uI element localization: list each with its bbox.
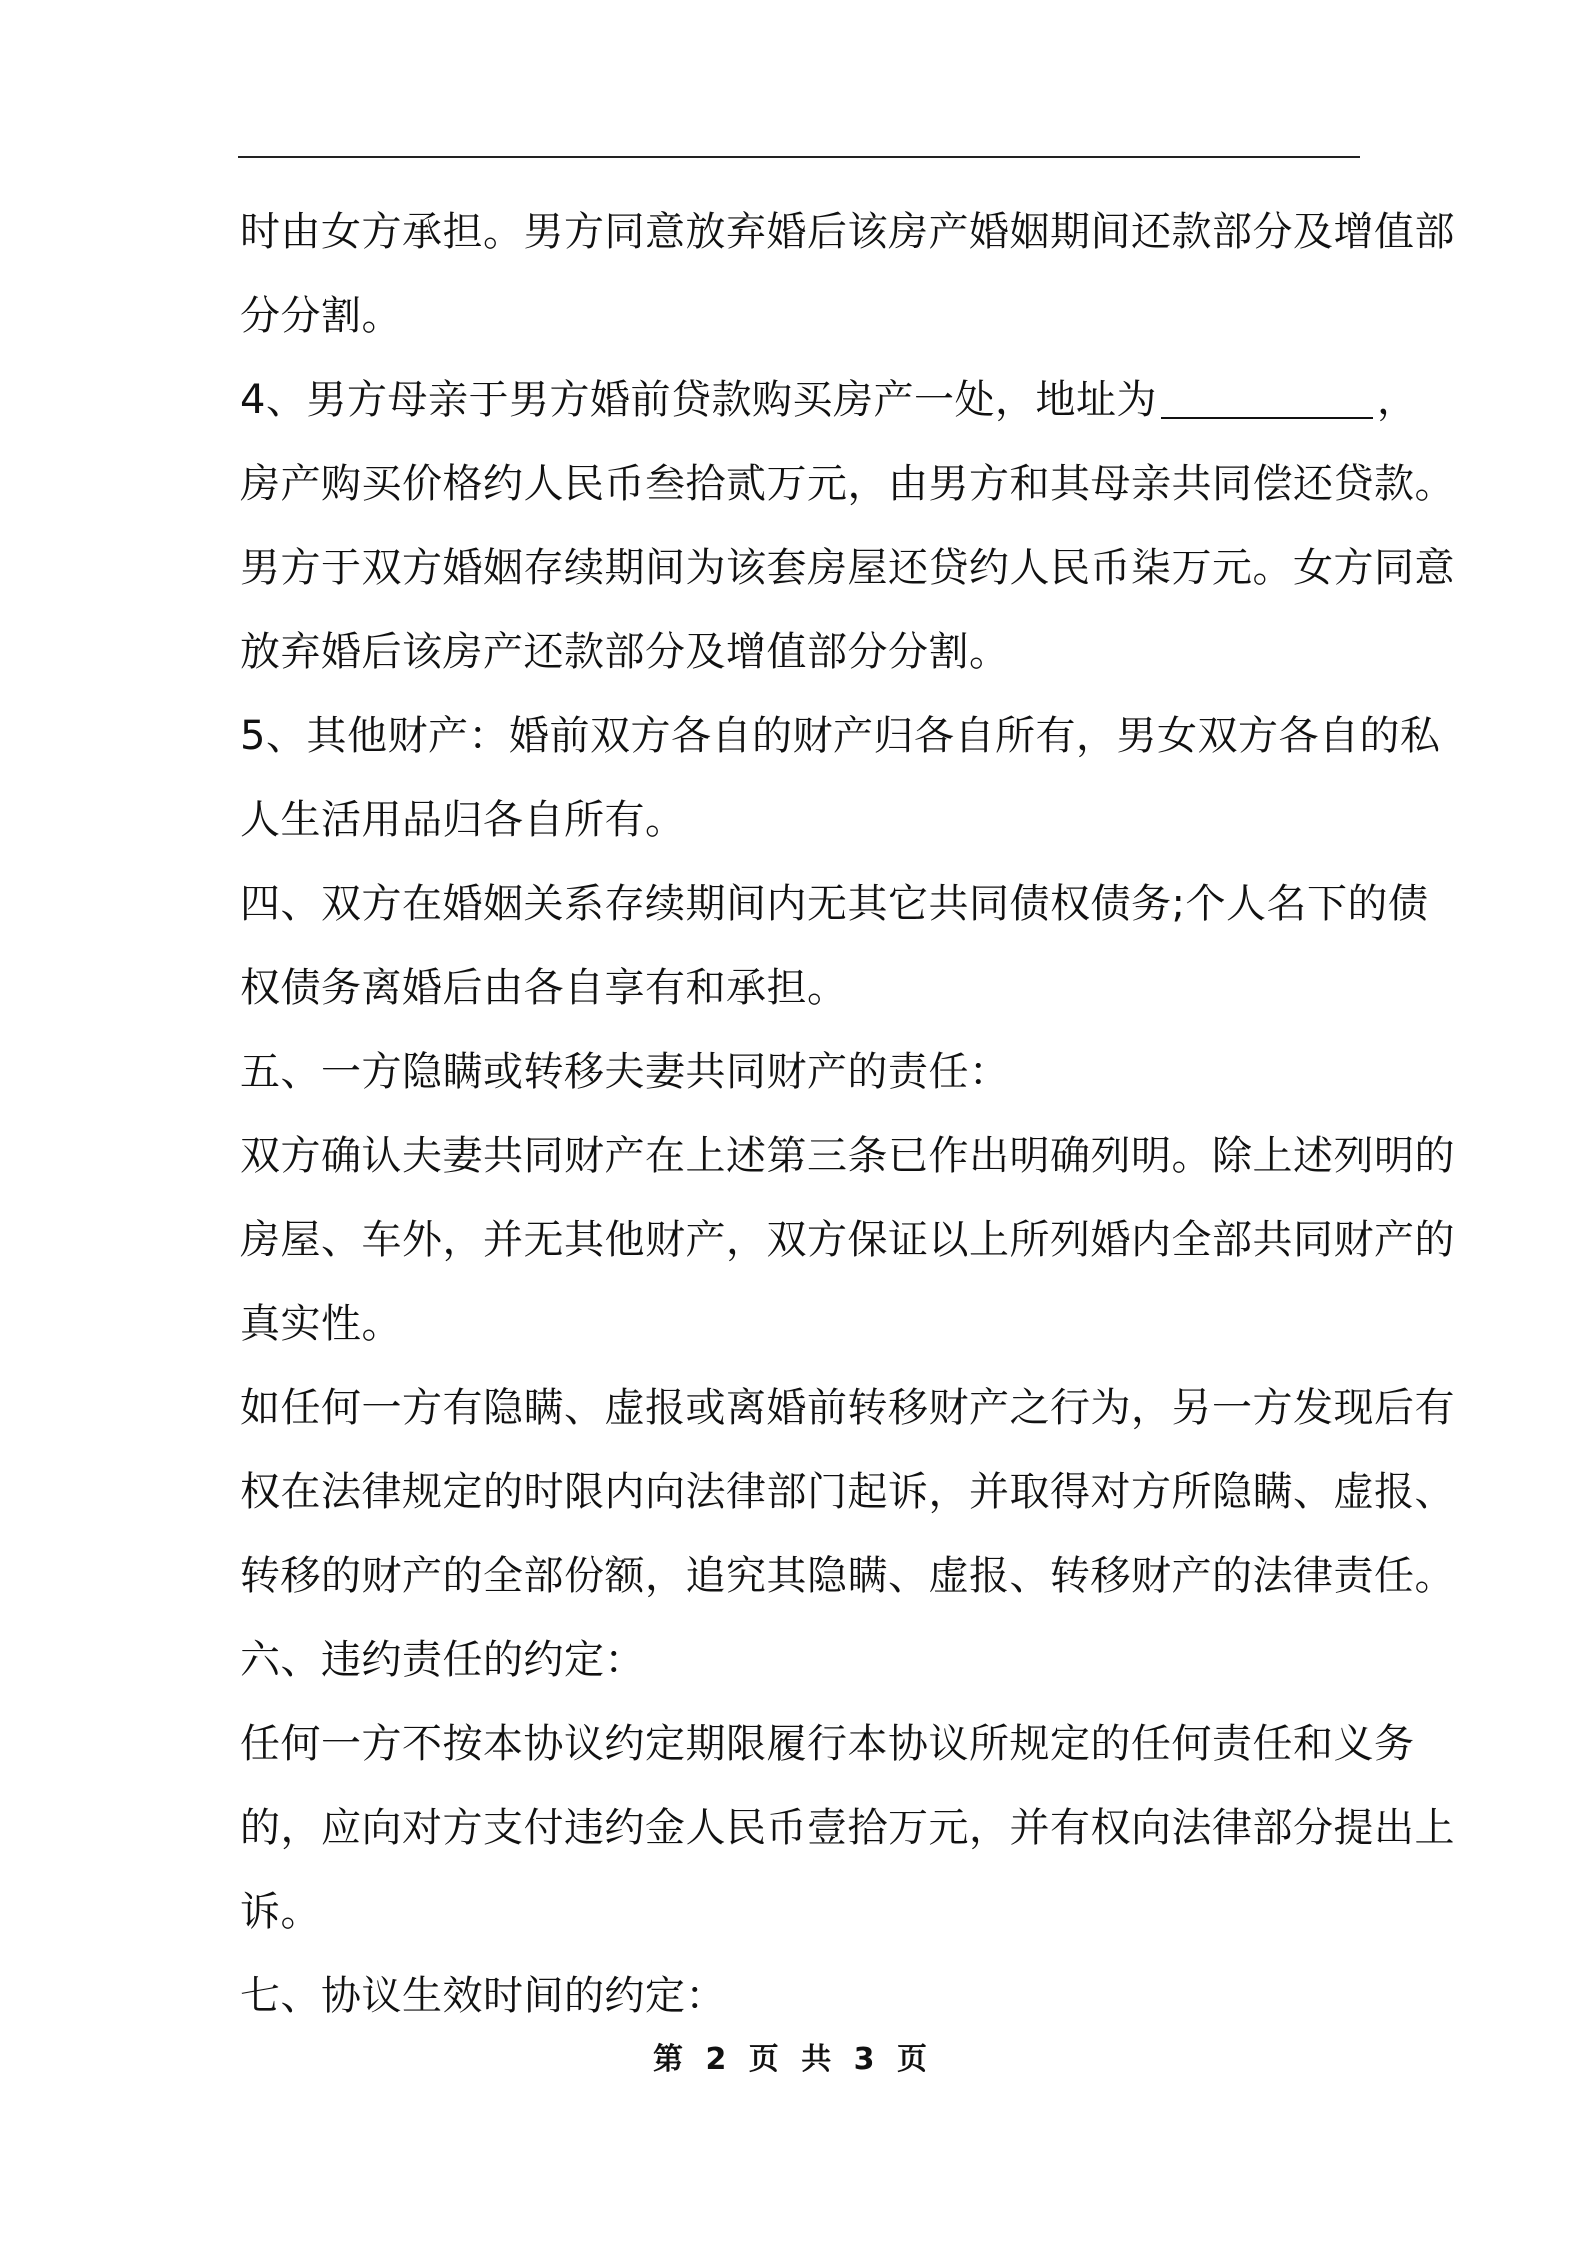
text-line-address xyxy=(240,358,1418,442)
text-line: 真实性。 xyxy=(240,1301,402,1347)
text-line: 如任何一方有隐瞒、虚报或离婚前转移财产之行为，另一方发现后有 xyxy=(240,1385,1455,1431)
text-line: 权债务离婚后由各自享有和承担。 xyxy=(240,965,848,1011)
text-line: 5、其他财产：婚前双方各自的财产归各自所有，男女双方各自的私 xyxy=(240,713,1441,759)
text-line: 任何一方不按本协议约定期限履行本协议所规定的任何责任和义务 xyxy=(240,1721,1415,1767)
text-line: 四、双方在婚姻关系存续期间内无其它共同债权债务;个人名下的债 xyxy=(240,881,1429,927)
text-line: 诉。 xyxy=(240,1889,321,1935)
text-line: 双方确认夫妻共同财产在上述第三条已作出明确列明。除上述列明的 xyxy=(240,1133,1455,1179)
section-heading: 六、违约责任的约定： xyxy=(240,1637,645,1683)
text-line: 房屋、车外，并无其他财产，双方保证以上所列婚内全部共同财产的 xyxy=(240,1217,1455,1263)
text-line: 人生活用品归各自所有。 xyxy=(240,797,686,843)
text-segment: 4、男方母亲于男方婚前贷款购买房产一处，地址为 xyxy=(240,377,1157,423)
document-body xyxy=(240,190,1455,2038)
text-line: 的，应向对方支付违约金人民币壹拾万元，并有权向法律部分提出上 xyxy=(240,1805,1455,1851)
text-segment: ， xyxy=(1376,377,1418,423)
text-line: 转移的财产的全部份额，追究其隐瞒、虚报、转移财产的法律责任。 xyxy=(240,1553,1455,1599)
text-line: 房产购买价格约人民币叁拾贰万元，由男方和其母亲共同偿还贷款。 xyxy=(240,461,1455,507)
page-number-footer: 第 2 页 共 3 页 xyxy=(653,2042,933,2077)
section-heading: 五、一方隐瞒或转移夫妻共同财产的责任： xyxy=(240,1049,1010,1095)
text-line: 时由女方承担。男方同意放弃婚后该房产婚姻期间还款部分及增值部 xyxy=(240,209,1455,255)
header-rule xyxy=(238,156,1360,158)
text-line: 分分割。 xyxy=(240,293,402,339)
text-line: 权在法律规定的时限内向法律部门起诉，并取得对方所隐瞒、虚报、 xyxy=(240,1469,1455,1515)
section-heading: 七、协议生效时间的约定： xyxy=(240,1973,726,2019)
address-blank xyxy=(1161,377,1373,419)
text-line: 男方于双方婚姻存续期间为该套房屋还贷约人民币柒万元。女方同意 xyxy=(240,545,1455,591)
text-line: 放弃婚后该房产还款部分及增值部分分割。 xyxy=(240,629,1010,675)
